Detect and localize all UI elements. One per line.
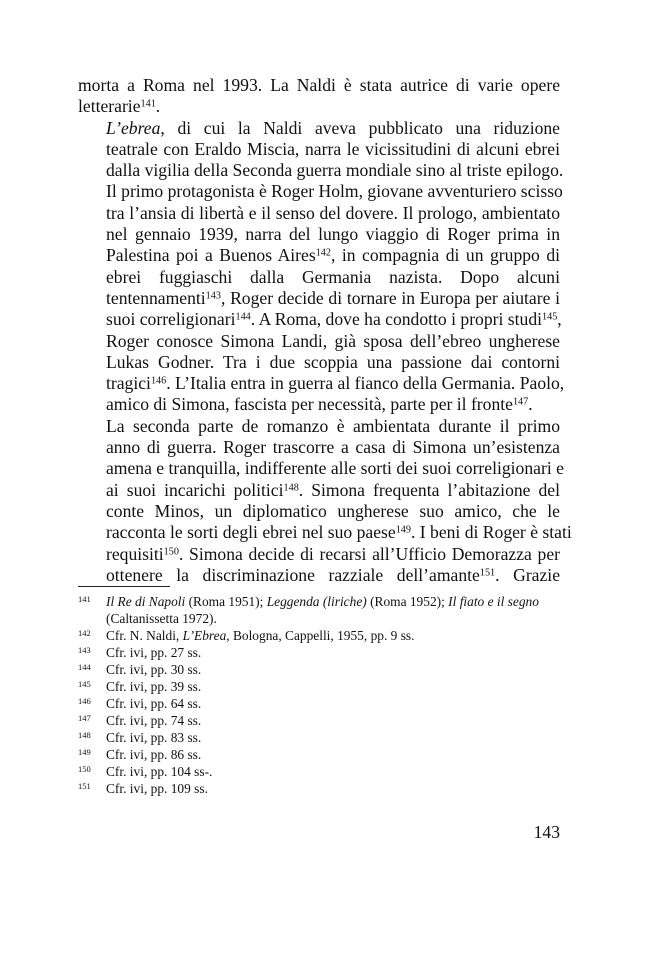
footnote-ref[interactable]: 142 — [315, 247, 331, 259]
footnote-144 — [78, 661, 560, 678]
text-line — [78, 245, 560, 266]
footnote-number: 146 — [78, 696, 91, 706]
text-span: . Simona frequenta l’abitazione del — [298, 479, 560, 500]
footnote-ref[interactable]: 148 — [283, 482, 299, 494]
text-line — [78, 458, 564, 479]
footnote-number: 142 — [78, 628, 91, 638]
text-line — [78, 75, 560, 96]
text-span: tragici — [106, 373, 151, 394]
footnote-text: Cfr. ivi, pp. 27 ss. — [106, 645, 202, 660]
text-line — [78, 522, 572, 543]
text-span: ai suoi incarichi politici — [106, 479, 284, 500]
text-line — [78, 480, 560, 501]
text-span: tra l’ansia di libertà e il senso del dovere. Il prologo, ambientato — [106, 202, 560, 223]
footnote-145 — [78, 678, 560, 695]
footnote-150 — [78, 763, 560, 780]
text-span: , — [557, 309, 562, 330]
text-span: Lukas Godner. Tra i due scoppia una passione dai contorni — [106, 351, 560, 372]
text-line — [78, 309, 560, 330]
text-span: (Roma 1952); — [366, 594, 449, 609]
footnote-ref[interactable]: 147 — [512, 396, 529, 408]
footnote-148 — [78, 729, 560, 746]
book-title: Il Re di Napoli — [106, 594, 186, 609]
text-span: morta a Roma nel 1993. La Naldi è stata autrice di varie opere — [78, 75, 560, 95]
footnote-number: 141 — [78, 594, 91, 604]
footnote-text — [106, 627, 560, 644]
text-span: (Roma 1951); — [185, 594, 267, 609]
text-span: . Simona decide di recarsi all’Ufficio Demorazza per — [178, 543, 560, 564]
text-span: (Caltanissetta 1972). — [106, 611, 217, 626]
text-span: racconta le sorti degli ebrei nel suo paese — [106, 522, 396, 543]
footnote-number: 150 — [78, 764, 91, 774]
footnote-number: 145 — [78, 679, 91, 689]
text-span: requisiti — [106, 543, 164, 564]
footnote-text: Cfr. ivi, pp. 64 ss. — [106, 696, 202, 711]
footnote-text — [106, 593, 560, 627]
footnotes — [78, 593, 560, 797]
footnote-number: 147 — [78, 713, 91, 723]
footnote-number: 151 — [78, 781, 91, 791]
footnote-text: Cfr. ivi, pp. 30 ss. — [106, 662, 202, 677]
text-span: ebrei fuggiaschi dalla Germania nazista. Dopo alcuni — [106, 266, 560, 287]
text-line — [78, 203, 560, 224]
footnote-number: 143 — [78, 645, 91, 655]
text-span: . — [528, 394, 533, 415]
text-line — [78, 565, 560, 586]
footnote-ref[interactable]: 144 — [235, 311, 251, 323]
text-span: , Roger decide di tornare in Europa per aiutare i — [220, 287, 560, 308]
text-span: letterarie — [78, 96, 141, 117]
text-span: amena e tranquilla, indifferente alle sorti dei suoi correligionari e — [106, 458, 564, 479]
text-span: teatrale con Eraldo Miscia, narra le vicissitudini di alcuni ebrei — [106, 138, 560, 159]
text-line — [78, 544, 560, 565]
text-span: . Grazie — [495, 564, 561, 585]
footnote-text: Cfr. ivi, pp. 86 ss. — [106, 747, 202, 762]
text-line — [78, 288, 560, 309]
text-span: Cfr. N. Naldi, — [106, 628, 183, 643]
text-line — [78, 437, 560, 458]
text-span: . — [155, 96, 161, 117]
text-span: anno di guerra. Roger trascorre a casa di Simona un’esistenza — [106, 437, 560, 458]
footnote-text: Cfr. ivi, pp. 83 ss. — [106, 730, 202, 745]
page-number: 143 — [533, 822, 560, 842]
footnote-number: 144 — [78, 662, 91, 672]
footnote-ref[interactable]: 151 — [479, 567, 496, 579]
footnote-146 — [78, 695, 560, 712]
text-span: amico di Simona, fascista per necessità, parte per il fronte — [106, 394, 513, 415]
paragraph-2 — [78, 117, 565, 416]
text-span: dalla vigilia della Seconda guerra mondiale sino al triste epilogo. — [106, 160, 564, 181]
text-span: La seconda parte de romanzo è ambientata durante il primo — [106, 415, 560, 436]
text-line — [78, 267, 560, 288]
footnote-ref[interactable]: 149 — [395, 524, 411, 536]
footnote-ref[interactable]: 143 — [205, 290, 221, 302]
text-line — [78, 394, 560, 415]
footnote-separator — [78, 586, 170, 587]
footnote-141 — [78, 593, 560, 627]
text-span: tentennamenti — [106, 287, 206, 308]
text-line — [78, 331, 560, 352]
text-line — [78, 373, 565, 394]
footnote-ref[interactable]: 145 — [542, 311, 558, 323]
text-span: nel gennaio 1939, narra del lungo viaggio di Roger prima in — [106, 224, 560, 245]
book-title: Il fiato e il segno — [448, 594, 539, 609]
footnote-ref[interactable]: 141 — [140, 98, 156, 110]
footnote-text: Cfr. ivi, pp. 109 ss. — [106, 781, 208, 796]
text-line — [78, 224, 560, 245]
footnote-147 — [78, 712, 560, 729]
footnote-143 — [78, 644, 560, 661]
text-span: Roger conosce Simona Landi, già sposa dell’ebreo ungherese — [106, 330, 560, 351]
footnote-ref[interactable]: 146 — [150, 375, 167, 387]
paragraph-1 — [78, 75, 560, 118]
text-line — [78, 139, 560, 160]
text-span: Il primo protagonista è Roger Holm, giovane avventuriero scisso — [106, 181, 563, 202]
footnote-text: Cfr. ivi, pp. 39 ss. — [106, 679, 202, 694]
footnote-ref[interactable]: 150 — [163, 545, 179, 557]
text-span: , di cui la Naldi aveva pubblicato una riduzione — [160, 117, 560, 138]
text-span: . I beni di Roger è stati — [410, 522, 572, 543]
body-text — [78, 75, 572, 586]
footnote-text: Cfr. ivi, pp. 74 ss. — [106, 713, 202, 728]
footnote-number: 149 — [78, 747, 91, 757]
text-line — [78, 96, 560, 117]
text-line — [78, 501, 560, 522]
book-title: L’ebrea — [106, 117, 161, 138]
text-span: , Bologna, Cappelli, 1955, pp. 9 ss. — [226, 628, 415, 643]
text-span: ottenere la discriminazione razziale dell’amante — [106, 564, 480, 585]
book-title: L’Ebrea — [182, 628, 227, 643]
footnote-number: 148 — [78, 730, 91, 740]
footnote-text: Cfr. ivi, pp. 104 ss-. — [106, 764, 213, 779]
text-line — [78, 160, 564, 181]
paragraph-3 — [78, 415, 572, 586]
book-title: Leggenda (liriche) — [266, 594, 367, 609]
footnote-149 — [78, 746, 560, 763]
text-line — [78, 352, 560, 373]
footnote-142 — [78, 627, 560, 644]
text-line — [78, 416, 560, 437]
text-span: , in compagnia di un gruppo di — [330, 245, 561, 266]
text-span: suoi correligionari — [106, 309, 236, 330]
text-span: . A Roma, dove ha condotto i propri studi — [250, 309, 543, 330]
footnote-151 — [78, 780, 560, 797]
text-span: Palestina poi a Buenos Aires — [106, 245, 316, 266]
text-line — [78, 181, 563, 202]
text-span: . L’Italia entra in guerra al fianco della Germania. Paolo, — [166, 373, 565, 394]
text-span: conte Minos, un diplomatico ungherese suo amico, che le — [106, 500, 560, 521]
text-line — [78, 118, 560, 139]
